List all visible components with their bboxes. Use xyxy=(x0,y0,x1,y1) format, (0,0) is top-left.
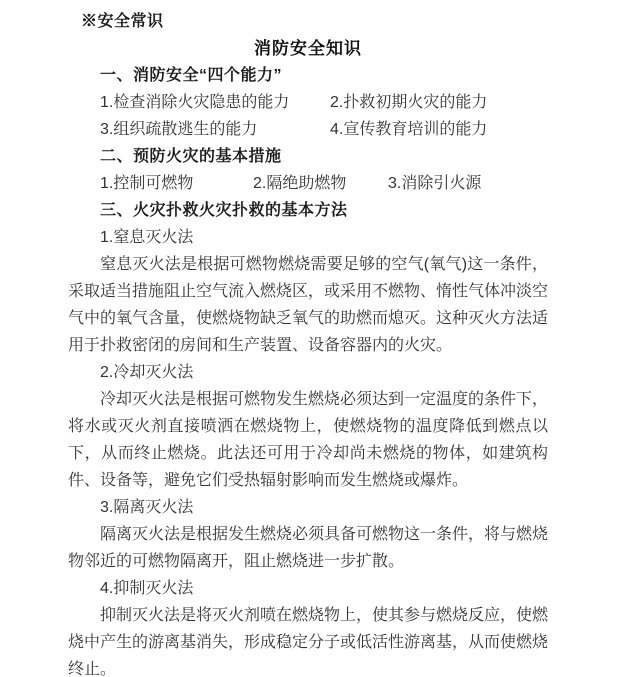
method-text-isolation: 隔离灭火法是根据发生燃烧必须具备可燃物这一条件，将与燃烧物邻近的可燃物隔离开，阻止燃烧进一步扩散。 xyxy=(68,526,549,570)
method-text-cooling: 冷却灭火法是根据可燃物发生燃烧必须达到一定温度的条件下，将水或灭火剂直接喷洒在燃烧物上，使燃烧物的温度降低到燃点以下，从而终止燃烧。此法还可用于冷却尚未燃烧的物体，如建筑构件、设备等，避免它们受热辐射影响而发生燃烧或爆炸。 xyxy=(68,391,549,489)
ability-item-3: 3.组织疏散逃生的能力 xyxy=(100,121,258,138)
method-cooling xyxy=(68,359,548,494)
section-heading-extinguish-methods: 三、火灾扑救火灾扑救的基本方法 xyxy=(100,202,348,219)
method-label-inhibition: 4.抑制灭火法 xyxy=(100,580,194,597)
ability-row-1 xyxy=(100,89,548,116)
measure-item-3: 3.消除引火源 xyxy=(388,175,482,192)
ability-item-4: 4.宣传教育培训的能力 xyxy=(330,121,488,138)
measure-item-2: 2.隔绝助燃物 xyxy=(253,175,347,192)
ability-item-1: 1.检查消除火灾隐患的能力 xyxy=(100,94,290,111)
section-heading-four-abilities: 一、消防安全“四个能力” xyxy=(100,67,283,84)
category-label: ※安全常识 xyxy=(81,13,164,30)
ability-row-2 xyxy=(100,116,548,143)
document-title: 消防安全知识 xyxy=(254,39,362,58)
ability-item-2: 2.扑救初期火灾的能力 xyxy=(330,94,488,111)
method-suffocation xyxy=(68,224,548,359)
section-heading-prevention-measures: 二、预防火灾的基本措施 xyxy=(100,148,282,165)
method-label-isolation: 3.隔离灭火法 xyxy=(100,499,194,516)
method-isolation xyxy=(68,494,548,575)
method-text-inhibition: 抑制灭火法是将灭火剂喷在燃烧物上，使其参与燃烧反应，使燃烧中产生的游离基消失，形成稳定分子或低活性游离基，从而使燃烧终止。 xyxy=(68,607,549,677)
method-inhibition xyxy=(68,575,548,677)
method-text-suffocation: 窒息灭火法是根据可燃物燃烧需要足够的空气(氧气)这一条件，采取适当措施阻止空气流入燃烧区，或采用不燃物、惰性气体冲淡空气中的氧气含量，使燃烧物缺乏氧气的助燃而熄灭。这种灭火方法适用于扑救密闭的房间和生产装置、设备容器内的火灾。 xyxy=(68,256,549,354)
measure-row xyxy=(100,170,548,197)
method-label-cooling: 2.冷却灭火法 xyxy=(100,364,194,381)
method-label-suffocation: 1.窒息灭火法 xyxy=(100,229,194,246)
measure-item-1: 1.控制可燃物 xyxy=(100,175,194,192)
